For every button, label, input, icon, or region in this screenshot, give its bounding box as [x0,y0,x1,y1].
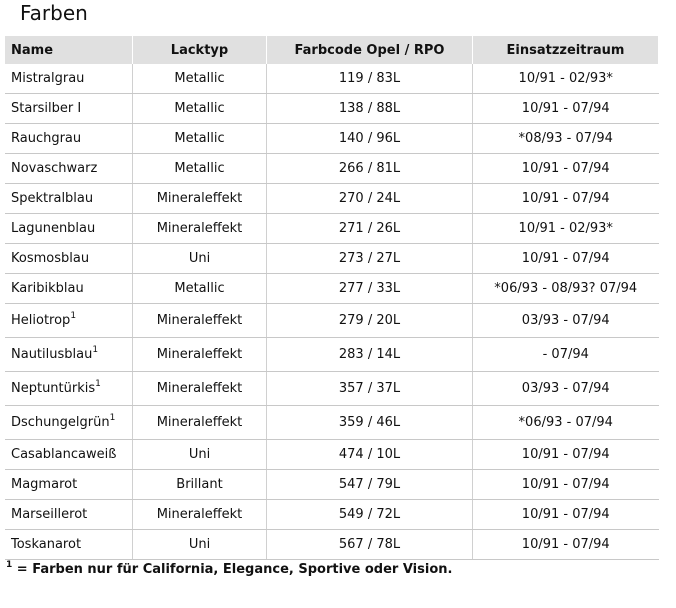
color-name: Toskanarot [11,537,82,552]
cell-paint-type: Metallic [133,274,267,304]
cell-name [5,338,133,372]
cell-paint-type: Mineraleffekt [133,338,267,372]
cell-color-code: 270 / 24L [267,184,473,214]
cell-color-code: 277 / 33L [267,274,473,304]
table-row [5,470,659,500]
color-name: Nautilusblau [11,347,93,362]
cell-color-code: 119 / 83L [267,64,473,94]
header-name: Name [5,36,133,64]
cell-color-code: 567 / 78L [267,530,473,560]
cell-period: *06/93 - 07/94 [473,406,659,440]
page-title: Farben [20,1,88,25]
cell-period: 10/91 - 02/93* [473,214,659,244]
footnote-ref: 1 [109,413,116,423]
table-row [5,338,659,372]
color-name: Rauchgrau [11,131,82,146]
cell-period: 10/91 - 07/94 [473,154,659,184]
cell-period: 10/91 - 07/94 [473,184,659,214]
cell-paint-type: Mineraleffekt [133,500,267,530]
header-paint-type: Lacktyp [133,36,267,64]
table-row [5,244,659,274]
cell-period: 03/93 - 07/94 [473,372,659,406]
cell-color-code: 138 / 88L [267,94,473,124]
header-period: Einsatzzeitraum [473,36,659,64]
cell-paint-type: Metallic [133,154,267,184]
cell-paint-type: Metallic [133,94,267,124]
cell-name [5,214,133,244]
table-row [5,214,659,244]
cell-name [5,530,133,560]
table-row [5,530,659,560]
cell-paint-type: Mineraleffekt [133,406,267,440]
cell-period: 03/93 - 07/94 [473,304,659,338]
cell-period: 10/91 - 07/94 [473,470,659,500]
color-name: Lagunenblau [11,221,96,236]
color-name: Dschungelgrün [11,415,110,430]
cell-paint-type: Mineraleffekt [133,214,267,244]
cell-color-code: 359 / 46L [267,406,473,440]
cell-paint-type: Mineraleffekt [133,184,267,214]
cell-color-code: 271 / 26L [267,214,473,244]
cell-name [5,406,133,440]
cell-name [5,440,133,470]
footnote-ref: 1 [70,311,77,321]
cell-name [5,244,133,274]
color-name: Neptuntürkis [11,381,96,396]
table-row [5,304,659,338]
cell-name [5,184,133,214]
cell-period: 10/91 - 07/94 [473,530,659,560]
color-name: Novaschwarz [11,161,98,176]
cell-color-code: 266 / 81L [267,154,473,184]
cell-color-code: 474 / 10L [267,440,473,470]
table-row [5,406,659,440]
cell-paint-type: Metallic [133,124,267,154]
cell-period: *08/93 - 07/94 [473,124,659,154]
table-row [5,274,659,304]
table-row [5,372,659,406]
cell-period: 10/91 - 02/93* [473,64,659,94]
color-name: Spektralblau [11,191,94,206]
cell-color-code: 357 / 37L [267,372,473,406]
cell-period: 10/91 - 07/94 [473,440,659,470]
color-name: Marseillerot [11,507,88,522]
table-row [5,184,659,214]
cell-period: 10/91 - 07/94 [473,244,659,274]
cell-name [5,470,133,500]
cell-color-code: 549 / 72L [267,500,473,530]
color-name: Magmarot [11,477,78,492]
cell-name [5,274,133,304]
cell-paint-type: Uni [133,244,267,274]
color-name: Starsilber I [11,101,82,116]
cell-name [5,64,133,94]
color-name: Mistralgrau [11,71,85,86]
cell-paint-type: Metallic [133,64,267,94]
cell-period: 10/91 - 07/94 [473,500,659,530]
cell-color-code: 279 / 20L [267,304,473,338]
cell-color-code: 283 / 14L [267,338,473,372]
footnote-marker: 1 [6,560,13,570]
footnote-ref: 1 [95,379,101,389]
cell-period: 10/91 - 07/94 [473,94,659,124]
cell-paint-type: Mineraleffekt [133,304,267,338]
cell-name [5,304,133,338]
cell-color-code: 547 / 79L [267,470,473,500]
table-row [5,124,659,154]
footnote-ref: 1 [92,345,99,355]
table-row [5,64,659,94]
cell-paint-type: Uni [133,440,267,470]
color-name: Kosmosblau [11,251,90,266]
table-row [5,440,659,470]
table-row [5,94,659,124]
cell-paint-type: Brillant [133,470,267,500]
cell-period: - 07/94 [473,338,659,372]
table-row [5,500,659,530]
cell-color-code: 140 / 96L [267,124,473,154]
cell-paint-type: Uni [133,530,267,560]
color-table [5,36,659,560]
header-color-code: Farbcode Opel / RPO [267,36,473,64]
cell-color-code: 273 / 27L [267,244,473,274]
color-name: Karibikblau [11,281,84,296]
cell-name [5,124,133,154]
cell-name [5,154,133,184]
cell-period: *06/93 - 08/93? 07/94 [473,274,659,304]
table-row [5,154,659,184]
table-header-row [5,36,659,64]
cell-name [5,372,133,406]
footnote [6,562,452,577]
color-name: Casablancaweiß [11,447,117,462]
cell-name [5,94,133,124]
color-name: Heliotrop [11,313,71,328]
cell-name [5,500,133,530]
footnote-text: = Farben nur für California, Elegance, Sportive oder Vision. [12,562,453,577]
cell-paint-type: Mineraleffekt [133,372,267,406]
